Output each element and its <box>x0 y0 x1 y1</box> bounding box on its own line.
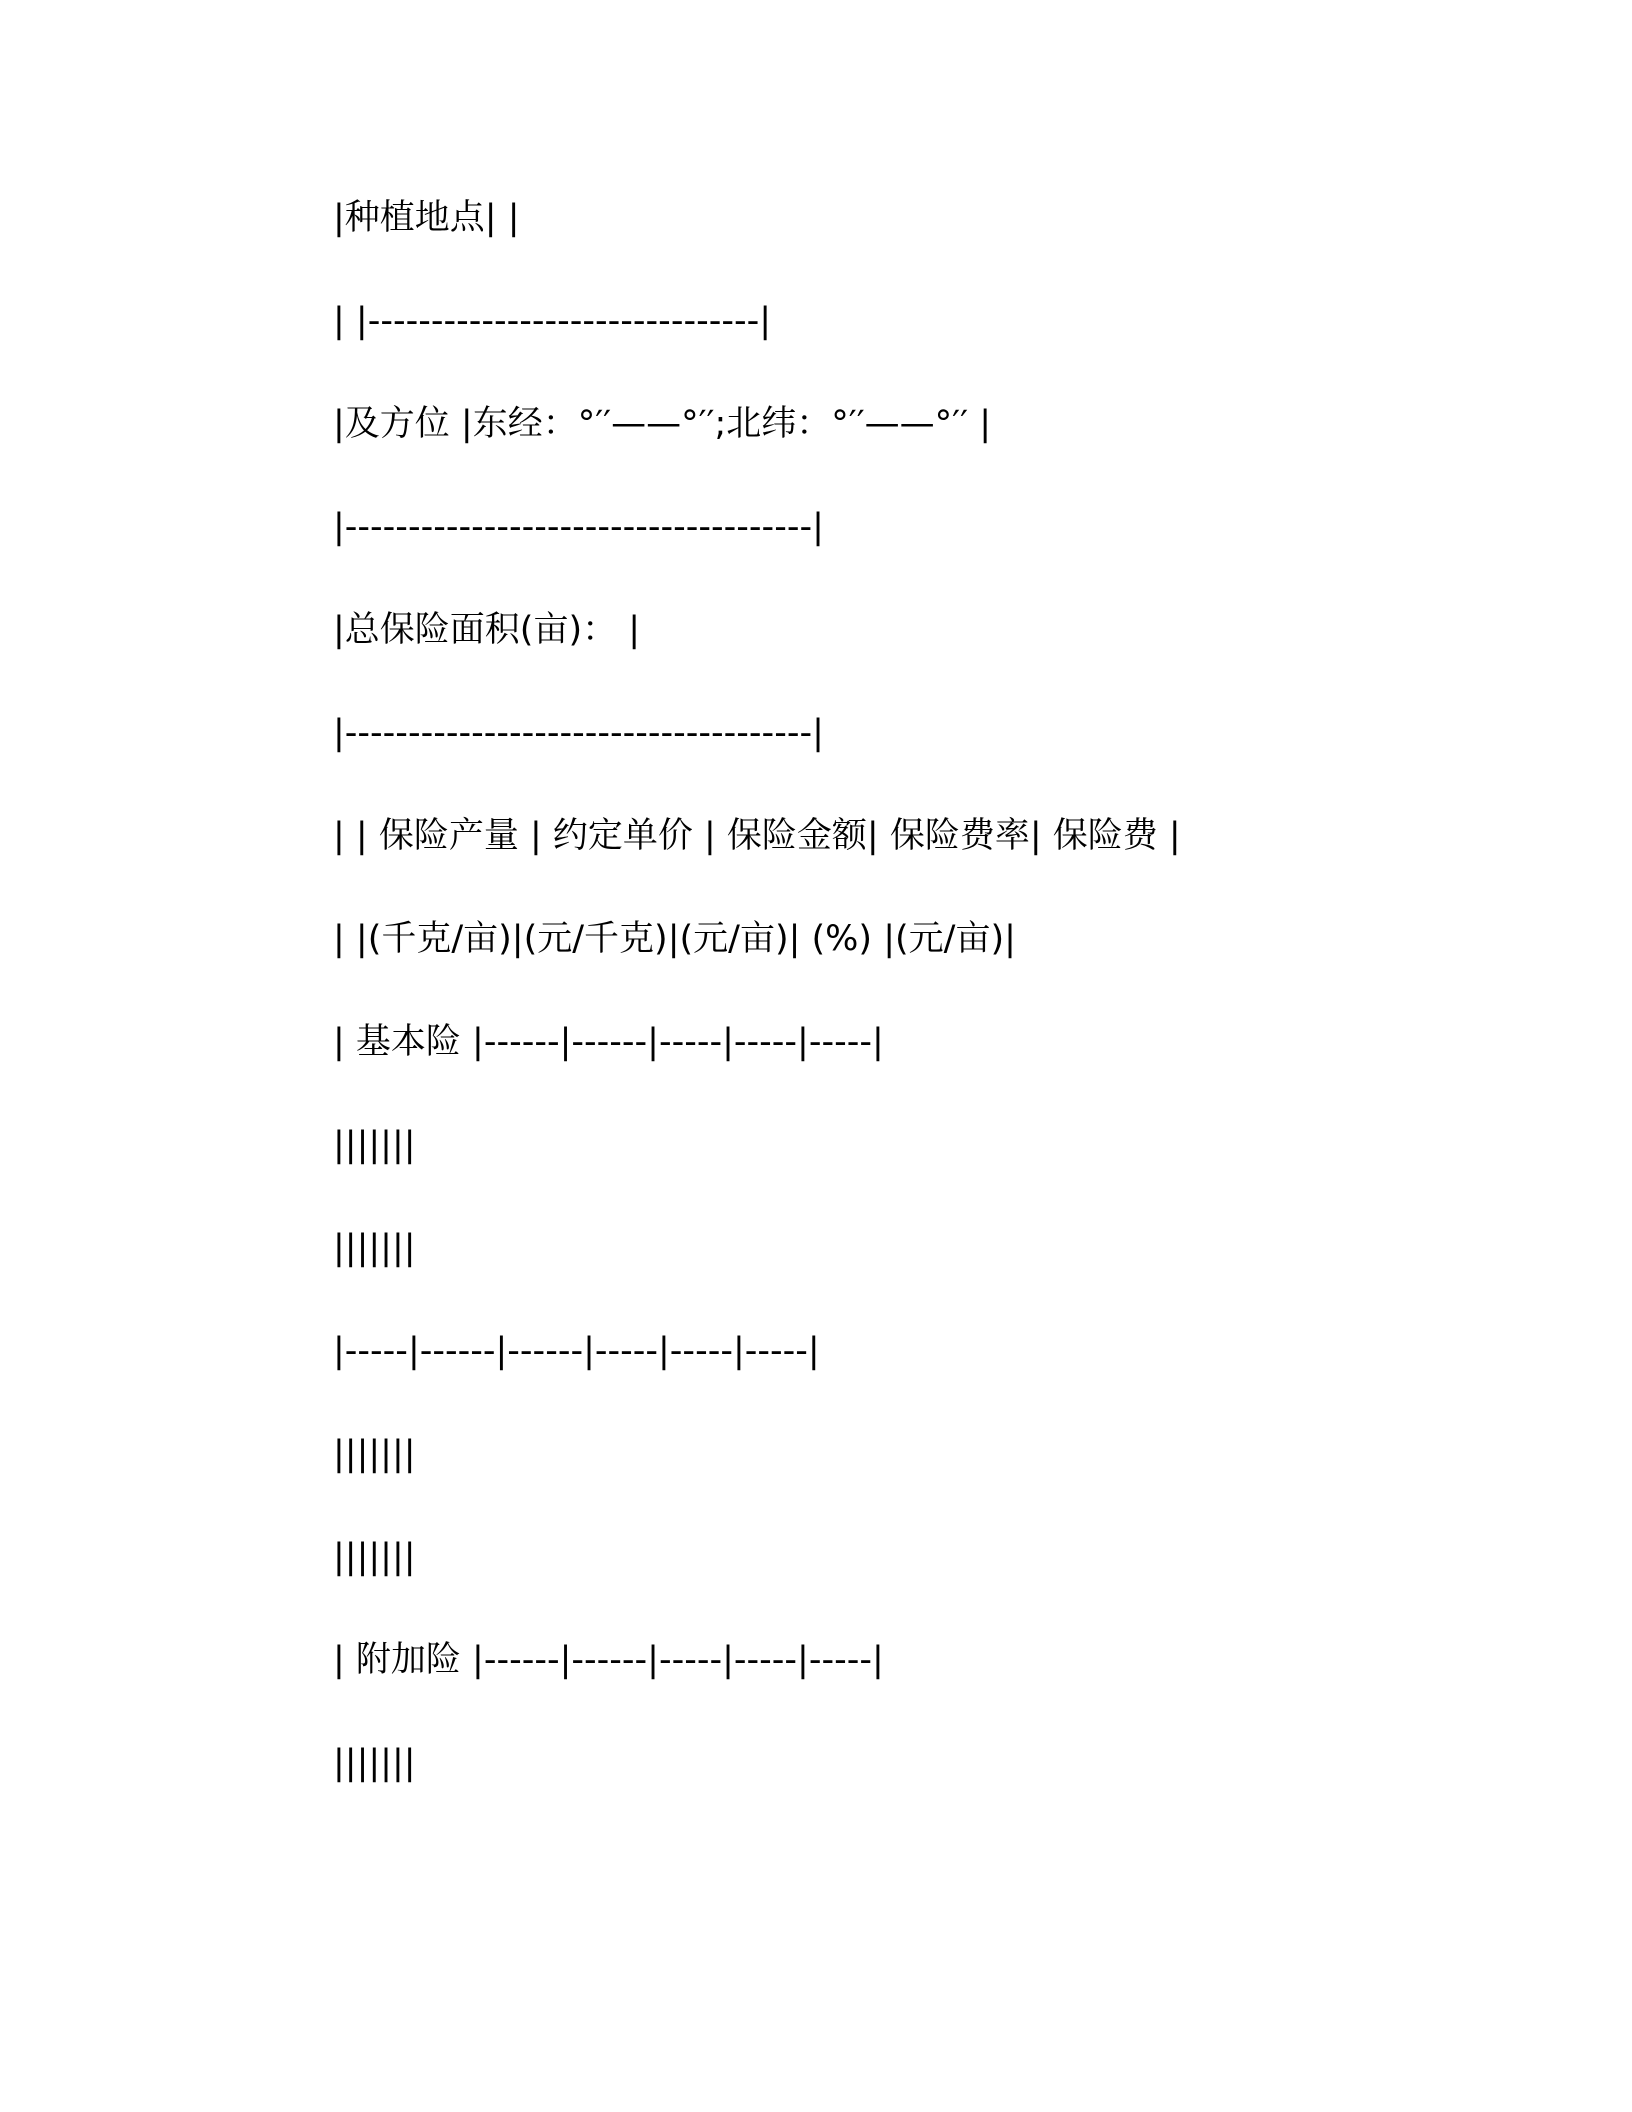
row-total-insured-area: |总保险面积(亩)： | <box>333 610 641 650</box>
table-empty-row: ||||||| <box>333 1228 416 1268</box>
table-units-row: | |(千克/亩)|(元/千克)|(元/亩)| (%) |(元/亩)| <box>333 919 1016 959</box>
row-basic-insurance: | 基本险 |------|------|-----|-----|-----| <box>333 1022 884 1062</box>
row-additional-insurance: | 附加险 |------|------|-----|-----|-----| <box>333 1640 884 1680</box>
row-planting-location: |种植地点| | <box>333 198 520 238</box>
table-header-row: | | 保险产量 | 约定单价 | 保险金额| 保险费率| 保险费 | <box>333 816 1181 856</box>
row-divider: |-------------------------------------| <box>333 713 824 753</box>
document-body <box>333 190 1433 1838</box>
row-divider: |-----|------|------|-----|-----|-----| <box>333 1331 820 1371</box>
row-divider: | |-------------------------------| <box>333 301 772 341</box>
table-empty-row: ||||||| <box>333 1125 416 1165</box>
table-empty-row: ||||||| <box>333 1537 416 1577</box>
table-empty-row: ||||||| <box>333 1743 416 1783</box>
row-coordinates: |及方位 |东经：°′′——°′′;北纬：°′′——°′′ | <box>333 404 991 444</box>
row-divider: |-------------------------------------| <box>333 507 824 547</box>
table-empty-row: ||||||| <box>333 1434 416 1474</box>
